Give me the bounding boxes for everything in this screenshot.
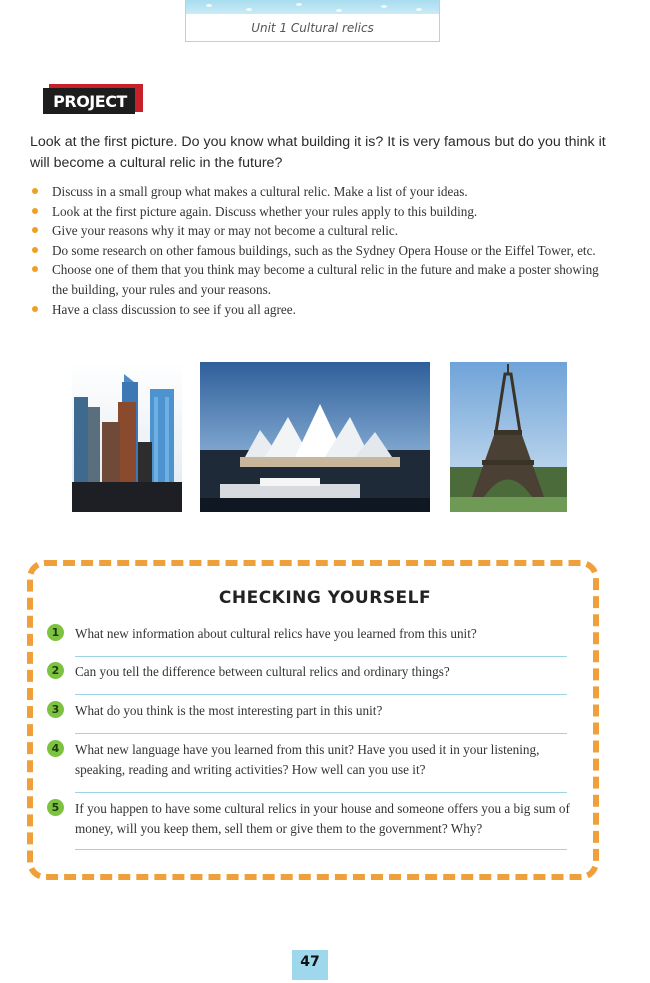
question-item [47,662,572,696]
question-item [47,701,572,735]
answer-line [75,694,567,695]
answer-line [75,656,567,657]
question-item [47,624,572,658]
question-text: What new language have you learned from this unit? Have you used it in your listening, speaking, reading and writing activities? How well can you use it? [75,742,540,777]
list-item: Discuss in a small group what makes a cultural relic. Make a list of your ideas. [30,182,610,202]
list-item: Choose one of them that you think may become a cultural relic in the future and make a poster showing the building, your rules and your reasons. [30,260,610,299]
project-task-list [30,182,610,319]
question-number: 5 [47,799,64,816]
bullet-icon [32,227,38,233]
answer-line [75,792,567,793]
bullet-icon [32,188,38,194]
question-text: What do you think is the most interesting part in this unit? [75,703,383,718]
unit-title: Unit 1 Cultural relics [251,21,374,35]
project-badge [43,84,143,114]
unit-header-tab [185,0,440,42]
sydney-opera-house-photo [200,362,430,512]
question-number: 2 [47,662,64,679]
bullet-icon [32,247,38,253]
answer-line [75,733,567,734]
bullet-icon [32,208,38,214]
list-item: Give your reasons why it may or may not become a cultural relic. [30,221,610,241]
water-texture [186,0,439,14]
skyscraper-photo [72,362,182,512]
project-badge-label: PROJECT [53,92,127,111]
project-intro: Look at the first picture. Do you know what building it is? It is very famous but do you think it will become a cultural relic in the future? [30,134,606,171]
page-number-label: 47 [300,954,320,970]
question-item [47,799,572,851]
checking-yourself-title: CHECKING YOURSELF [218,588,432,608]
bullet-icon [32,306,38,312]
question-item [47,740,572,792]
question-text: If you happen to have some cultural relics in your house and someone offers you a big sum of money, will you keep them, sell them or give them to the government? Why? [75,801,570,836]
question-text: Can you tell the difference between cultural relics and ordinary things? [75,664,450,679]
bullet-icon [32,266,38,272]
question-number: 1 [47,624,64,641]
page-number [292,950,328,980]
question-number: 3 [47,701,64,718]
list-item: Do some research on other famous buildings, such as the Sydney Opera House or the Eiffel Tower, etc. [30,241,610,261]
question-number: 4 [47,740,64,757]
answer-line [75,849,567,850]
eiffel-tower-photo [450,362,567,512]
list-item: Have a class discussion to see if you all agree. [30,300,610,320]
list-item: Look at the first picture again. Discuss whether your rules apply to this building. [30,202,610,222]
question-text: What new information about cultural relics have you learned from this unit? [75,626,477,641]
